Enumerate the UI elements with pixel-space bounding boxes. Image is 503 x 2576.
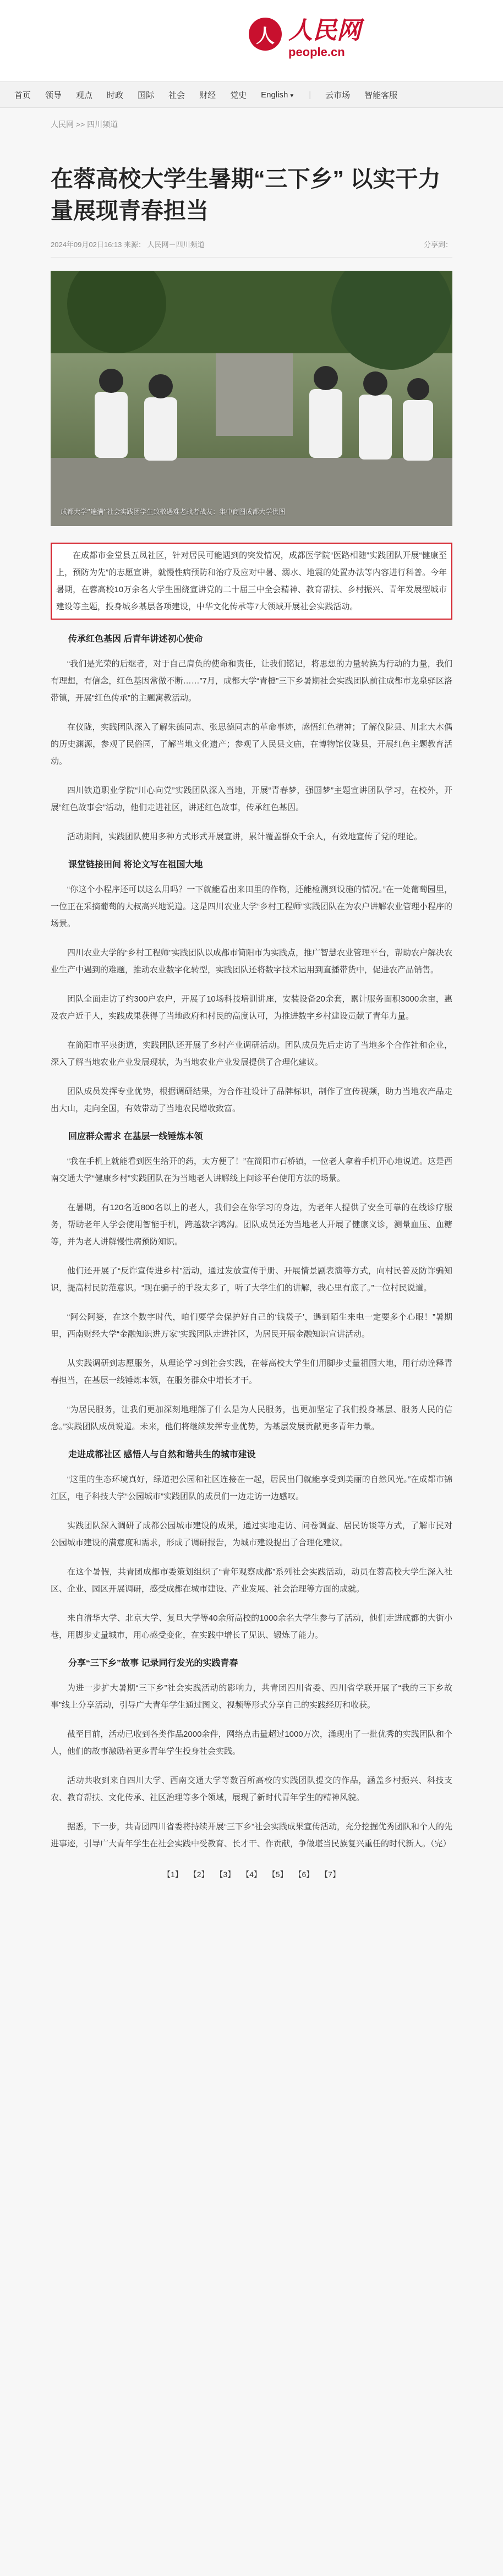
nav-item-support[interactable]: 智能客服	[364, 90, 398, 100]
paragraph: 他们还开展了“反诈宣传进乡村”活动，通过发放宣传手册、开展情景剧表演等方式，向村民普及防诈骗知识，提高村民防范意识。“现在骗子的手段太多了，听了大学生们的讲解，我心里有底了。”一位村民说道。	[51, 1266, 452, 1293]
article-meta	[51, 239, 452, 258]
photo-caption: 成都大学“遍满”社会实践团学生致敬遇难老战者战友：集中商图成都大学供图	[61, 508, 286, 516]
article-photo	[51, 271, 452, 526]
paragraph: 活动共收到来自四川大学、西南交通大学等数百所高校的实践团队提交的作品，涵盖乡村振兴、科技支农、教育帮扶、文化传承、社区治理等多个领域，展现了新时代青年学生的精神风貌。	[51, 1776, 452, 1802]
share-bar	[424, 239, 452, 249]
pagination	[51, 1869, 452, 1880]
paragraph: 为进一步扩大暑期“三下乡”社会实践活动的影响力，共青团四川省委、四川省学联开展了“我的三下乡故事”线上分享活动，引导广大青年学生通过图文、视频等形式分享自己的实践经历和收获。	[51, 1683, 452, 1710]
paragraph: 在仪陇，实践团队深入了解朱德同志、张思德同志的革命事迹，感悟红色精神；了解仪陇县、川北大木偶的历史渊源，参观了民俗园，了解当地文化遗产；参观了人民县文庙，在博物馆仪陇县，开展红色主题教育活动。	[51, 723, 452, 766]
paragraph: 从实践调研到志愿服务，从理论学习到社会实践，在蓉高校大学生们用脚步丈量祖国大地，用行动诠释青春担当，在基层一线锤炼本领，在服务群众中增长才干。	[51, 1359, 452, 1385]
paragraph: 四川铁道职业学院“川心向党”实践团队深入当地，开展“青春梦，强国梦”主题宣讲团队学习，在校外，开展“红色故事会”活动，他们走进社区，讲述红色故事，传承红色基因。	[51, 786, 452, 812]
paragraph: “我们是光荣的后继者，对于自己肩负的使命和责任，让我们铭记，将思想的力量转换为行动的力量，我们有理想，有信念，红色基因常做不断……”7月，成都大学“青橙”三下乡暑期社会实践团队前往成都市龙泉驿区洛带镇，开展“红色传承”的主题寓教活动。	[51, 659, 452, 703]
paragraph: 来自清华大学、北京大学、复旦大学等40余所高校的1000余名大学生参与了活动，他们走进成都的大街小巷，用脚步丈量城市，用心感受变化，在实践中增长了见识、锻炼了能力。	[51, 1614, 452, 1640]
nav-item-finance[interactable]: 财经	[199, 90, 216, 100]
site-logo[interactable]	[249, 18, 361, 59]
main-nav	[0, 81, 503, 108]
source-link[interactable]: 人民网－四川频道	[147, 240, 205, 249]
nav-item-society[interactable]: 社会	[168, 90, 185, 100]
nav-item-english[interactable]	[261, 90, 294, 100]
article	[51, 163, 452, 1880]
paragraph: 在简阳市平泉街道，实践团队还开展了乡村产业调研活动。团队成员先后走访了当地多个合作社和企业，深入了解当地农业产业发展现状，为当地农业产业发展提供了合理化建议。	[51, 1041, 452, 1067]
section-heading: 分享“三下乡”故事 记录同行发光的实践青春	[68, 1659, 238, 1668]
paragraph: “这里的生态环境真好，绿道把公园和社区连接在一起，居民出门就能享受到美丽的自然风光。”在成都市锦江区，电子科技大学“公园城市”实践团队的成员们一边走访一边感叹。	[51, 1475, 452, 1501]
nav-item-opinion[interactable]: 观点	[76, 90, 93, 100]
photo-illustration	[51, 271, 452, 526]
paragraph: 在这个暑假，共青团成都市委策划组织了“青年观察成都”系列社会实践活动，动员在蓉高校大学生深入社区、企业、园区开展调研，感受成都在城市建设、产业发展、社会治理等方面的成就。	[51, 1567, 452, 1594]
paragraph: 实践团队深入调研了成都公园城市建设的成果，通过实地走访、问卷调查、居民访谈等方式，了解市民对公园城市建设的满意度和需求，形成了调研报告，为城市建设提出了合理化建议。	[51, 1521, 452, 1547]
nav-english-label: English	[261, 90, 288, 100]
paragraph: “你这个小程序还可以这么用吗？一下就能看出来田里的作物，还能检测到设施的情况。”在一处葡萄园里，一位正在采摘葡萄的大叔高兴地说道。这是四川农业大学“乡村工程师”实践团队在为农户讲解农业管理小程序的场景。	[51, 885, 452, 928]
breadcrumb-home[interactable]: 人民网	[51, 120, 74, 129]
logo-mark: 人	[249, 18, 282, 51]
page-link-7[interactable]: 【7】	[320, 1870, 340, 1879]
section-heading: 传承红色基因 后青年讲述初心使命	[68, 635, 203, 644]
logo-name-en: people.cn	[288, 45, 345, 59]
article-title: 在蓉高校大学生暑期“三下乡” 以实干力量展现青春担当	[51, 166, 441, 223]
article-body	[51, 543, 452, 1852]
share-label: 分享到：	[423, 240, 452, 249]
paragraph: 团队成员发挥专业优势，根据调研结果，为合作社设计了品牌标识，制作了宣传视频，助力当地农产品走出大山，走向全国，有效带动了当地农民增收致富。	[51, 1087, 452, 1113]
highlighted-intro: 在成都市金堂县五凤社区，针对居民可能遇到的突发情况，成都医学院“医路相随”实践团队开展“健康至上，预防为先”的志愿宣讲，就慢性病预防和治疗及应对中暑、溺水、地震的处置办法等内容进行科普。今年暑期，在蓉高校10万余名大学生围绕宣讲党的二十届三中全会精神、教育帮扶、乡村振兴、青年发展型城市建设等主题，投身城乡基层各项建设，中华文化传承等7大领域开展社会实践活动。	[51, 543, 452, 620]
chevron-down-icon: ▼	[289, 92, 295, 99]
paragraph: 四川农业大学的“乡村工程师”实践团队以成都市简阳市为实践点，推广智慧农业管理平台，帮助农户解决农业生产中遇到的难题，推动农业数字化转型，实践团队还将数字技术运用到直播带货中，促进农产品销售。	[51, 948, 452, 975]
section-heading: 课堂链接田间 将论文写在祖国大地	[68, 860, 203, 869]
nav-item-history[interactable]: 党史	[230, 90, 247, 100]
paragraph: “我在手机上就能看到医生给开的药，太方便了！”在简阳市石桥镇，一位老人拿着手机开心地说道。这是西南交通大学“健康乡村”实践团队在为当地老人讲解线上问诊平台使用方法的场景。	[51, 1157, 452, 1183]
breadcrumb-separator: >>	[75, 120, 85, 129]
paragraph: 截至目前，活动已收到各类作品2000余件，网络点击量超过1000万次，涌现出了一批优秀的实践团队和个人，他们的故事激励着更多青年学生投身社会实践。	[51, 1730, 452, 1756]
paragraph: 团队全面走访了约300户农户，开展了10场科技培训讲座，安装设备20余套，累计服务面积3000余亩，惠及农户近千人，实践成果获得了当地政府和村民的高度认可，为推进数字乡村建设贡献了青年力量。	[51, 994, 452, 1021]
nav-item-leaders[interactable]: 领导	[45, 90, 62, 100]
page-link-3[interactable]: 【3】	[215, 1870, 236, 1879]
paragraph: 据悉，下一步，共青团四川省委将持续开展“三下乡”社会实践成果宣传活动，充分挖掘优秀团队和个人的先进事迹，引导广大青年学生在社会实践中受教育、长才干、作贡献，争做堪当民族复兴重任的时代新人。（完）	[51, 1822, 452, 1848]
paragraph: 在暑期，有120名近800名以上的老人，我们会在你学习的身边，为老年人提供了安全可靠的在线诊疗服务，帮助老年人学会使用智能手机，跨越数字鸿沟。团队成员还为当地老人开展了健康义诊，测量血压、血糖等，并为老人讲解慢性病预防知识。	[51, 1203, 452, 1246]
nav-item-cloud-market[interactable]: 云市场	[325, 90, 351, 100]
paragraph: 活动期间，实践团队使用多种方式形式开展宣讲，累计覆盖群众千余人，有效地宣传了党的理论。	[67, 832, 423, 841]
nav-item-world[interactable]: 国际	[138, 90, 155, 100]
publish-date: 2024年09月02日16:13	[51, 240, 122, 249]
nav-item-home[interactable]: 首页	[14, 90, 31, 100]
nav-item-politics[interactable]: 时政	[107, 90, 124, 100]
page-link-5[interactable]: 【5】	[267, 1870, 288, 1879]
page-link-1[interactable]: 【1】	[163, 1870, 183, 1879]
source-label: 来源：	[124, 240, 146, 249]
breadcrumb-section[interactable]: 四川频道	[87, 120, 118, 129]
page-link-2[interactable]: 【2】	[189, 1870, 209, 1879]
section-heading: 走进成都社区 感悟人与自然和谐共生的城市建设	[68, 1450, 256, 1459]
paragraph: “为居民服务，让我们更加深刻地理解了什么是为人民服务，也更加坚定了我们投身基层、服务人民的信念。”实践团队成员说道。未来，他们将继续发挥专业优势，为基层发展贡献更多青年力量。	[51, 1405, 452, 1431]
nav-divider: |	[309, 90, 311, 100]
page-link-4[interactable]: 【4】	[242, 1870, 261, 1879]
breadcrumb	[0, 108, 503, 130]
section-heading: 回应群众需求 在基层一线锤炼本领	[68, 1132, 203, 1141]
paragraph: “阿公阿婆，在这个数字时代，咱们要学会保护好自己的‘钱袋子’，遇到陌生来电一定要多个心眼！”暑期里，西南财经大学“金融知识进万家”实践团队走进社区，为居民开展金融知识宣讲活动。	[51, 1312, 452, 1339]
logo-name-cn: 人民网	[288, 17, 361, 45]
page-link-6[interactable]: 【6】	[294, 1870, 314, 1879]
site-header	[0, 0, 503, 81]
